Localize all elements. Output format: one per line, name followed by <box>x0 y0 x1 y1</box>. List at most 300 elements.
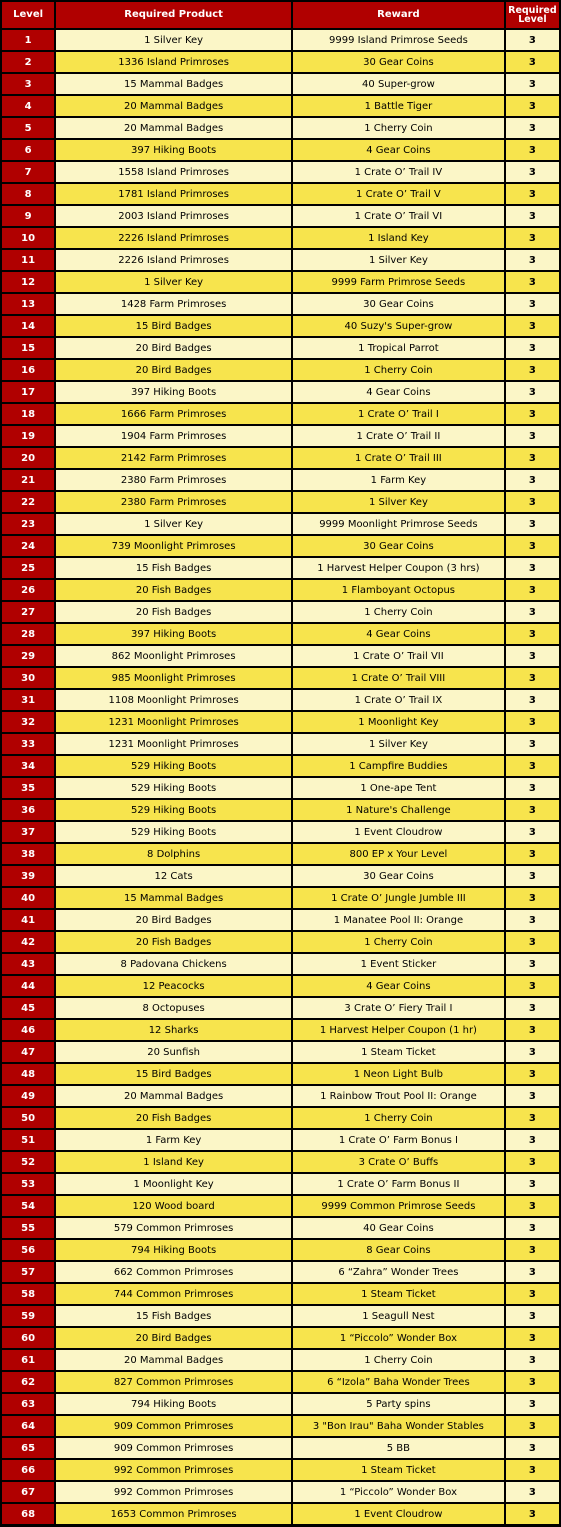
table-row <box>2 998 559 1018</box>
header-row <box>2 2 559 28</box>
table-row <box>2 140 559 160</box>
required-level-cell: 3 <box>506 888 559 908</box>
table-row <box>2 690 559 710</box>
table-row <box>2 404 559 424</box>
level-cell: 66 <box>2 1460 54 1480</box>
required-level-cell: 3 <box>506 184 559 204</box>
reward-cell: 1 Silver Key <box>293 734 504 754</box>
required-product-cell: 529 Hiking Boots <box>56 800 291 820</box>
reward-cell: 1 Harvest Helper Coupon (3 hrs) <box>293 558 504 578</box>
reward-cell: 30 Gear Coins <box>293 536 504 556</box>
table-row <box>2 602 559 622</box>
table-row <box>2 1350 559 1370</box>
required-level-cell: 3 <box>506 1416 559 1436</box>
required-level-cell: 3 <box>506 1284 559 1304</box>
required-product-cell: 2380 Farm Primroses <box>56 492 291 512</box>
required-level-cell: 3 <box>506 316 559 336</box>
required-product-cell: 794 Hiking Boots <box>56 1394 291 1414</box>
required-product-cell: 1 Silver Key <box>56 30 291 50</box>
reward-cell: 3 Crate O’ Fiery Trail I <box>293 998 504 1018</box>
level-cell: 13 <box>2 294 54 314</box>
required-level-cell: 3 <box>506 668 559 688</box>
required-level-cell: 3 <box>506 1350 559 1370</box>
reward-cell: 1 Cherry Coin <box>293 602 504 622</box>
required-product-cell: 579 Common Primroses <box>56 1218 291 1238</box>
required-product-cell: 2380 Farm Primroses <box>56 470 291 490</box>
level-cell: 49 <box>2 1086 54 1106</box>
level-cell: 26 <box>2 580 54 600</box>
reward-cell: 9999 Farm Primrose Seeds <box>293 272 504 292</box>
required-product-cell: 397 Hiking Boots <box>56 624 291 644</box>
required-product-cell: 120 Wood board <box>56 1196 291 1216</box>
level-cell: 33 <box>2 734 54 754</box>
level-cell: 36 <box>2 800 54 820</box>
reward-cell: 1 Seagull Nest <box>293 1306 504 1326</box>
reward-cell: 1 Crate O’ Trail I <box>293 404 504 424</box>
table-row <box>2 184 559 204</box>
table-row <box>2 536 559 556</box>
reward-cell: 6 “Zahra” Wonder Trees <box>293 1262 504 1282</box>
table-row <box>2 1042 559 1062</box>
table-row <box>2 514 559 534</box>
required-level-cell: 3 <box>506 228 559 248</box>
required-level-cell: 3 <box>506 822 559 842</box>
table-row <box>2 800 559 820</box>
reward-cell: 1 Island Key <box>293 228 504 248</box>
required-level-cell: 3 <box>506 800 559 820</box>
required-level-cell: 3 <box>506 646 559 666</box>
level-cell: 12 <box>2 272 54 292</box>
required-level-cell: 3 <box>506 1086 559 1106</box>
level-cell: 64 <box>2 1416 54 1436</box>
table-row <box>2 1064 559 1084</box>
level-cell: 57 <box>2 1262 54 1282</box>
reward-cell: 40 Suzy's Super-grow <box>293 316 504 336</box>
required-level-cell: 3 <box>506 404 559 424</box>
required-product-cell: 20 Sunfish <box>56 1042 291 1062</box>
required-level-cell: 3 <box>506 1108 559 1128</box>
level-cell: 42 <box>2 932 54 952</box>
level-cell: 48 <box>2 1064 54 1084</box>
table-row <box>2 426 559 446</box>
reward-cell: 1 Steam Ticket <box>293 1042 504 1062</box>
required-level-cell: 3 <box>506 162 559 182</box>
reward-cell: 1 Manatee Pool II: Orange <box>293 910 504 930</box>
level-cell: 21 <box>2 470 54 490</box>
required-product-cell: 1558 Island Primroses <box>56 162 291 182</box>
required-product-cell: 12 Cats <box>56 866 291 886</box>
required-product-cell: 20 Mammal Badges <box>56 1350 291 1370</box>
level-cell: 30 <box>2 668 54 688</box>
level-cell: 9 <box>2 206 54 226</box>
required-product-cell: 15 Bird Badges <box>56 1064 291 1084</box>
table-row <box>2 558 559 578</box>
reward-cell: 1 Event Cloudrow <box>293 822 504 842</box>
level-cell: 55 <box>2 1218 54 1238</box>
level-cell: 1 <box>2 30 54 50</box>
reward-cell: 30 Gear Coins <box>293 866 504 886</box>
level-cell: 46 <box>2 1020 54 1040</box>
reward-cell: 5 BB <box>293 1438 504 1458</box>
required-product-cell: 20 Fish Badges <box>56 932 291 952</box>
required-product-cell: 12 Peacocks <box>56 976 291 996</box>
header-required-product: Required Product <box>56 2 291 28</box>
required-product-cell: 739 Moonlight Primroses <box>56 536 291 556</box>
required-product-cell: 20 Fish Badges <box>56 580 291 600</box>
reward-cell: 1 Crate O’ Farm Bonus I <box>293 1130 504 1150</box>
table-row <box>2 250 559 270</box>
required-product-cell: 1 Moonlight Key <box>56 1174 291 1194</box>
required-level-cell: 3 <box>506 1196 559 1216</box>
required-level-cell: 3 <box>506 1152 559 1172</box>
required-product-cell: 1336 Island Primroses <box>56 52 291 72</box>
table-row <box>2 1306 559 1326</box>
level-cell: 31 <box>2 690 54 710</box>
reward-cell: 4 Gear Coins <box>293 976 504 996</box>
required-product-cell: 12 Sharks <box>56 1020 291 1040</box>
level-cell: 24 <box>2 536 54 556</box>
required-level-cell: 3 <box>506 338 559 358</box>
required-level-cell: 3 <box>506 976 559 996</box>
level-cell: 16 <box>2 360 54 380</box>
level-cell: 40 <box>2 888 54 908</box>
table-row <box>2 1240 559 1260</box>
level-cell: 60 <box>2 1328 54 1348</box>
required-level-cell: 3 <box>506 1372 559 1392</box>
required-product-cell: 1 Silver Key <box>56 514 291 534</box>
required-product-cell: 20 Bird Badges <box>56 360 291 380</box>
table-row <box>2 778 559 798</box>
table-row <box>2 954 559 974</box>
required-level-cell: 3 <box>506 30 559 50</box>
table-row <box>2 206 559 226</box>
level-cell: 5 <box>2 118 54 138</box>
table-row <box>2 1504 559 1524</box>
required-product-cell: 1231 Moonlight Primroses <box>56 734 291 754</box>
table-row <box>2 910 559 930</box>
required-product-cell: 2226 Island Primroses <box>56 250 291 270</box>
table-row <box>2 74 559 94</box>
table-row <box>2 1108 559 1128</box>
required-product-cell: 744 Common Primroses <box>56 1284 291 1304</box>
reward-cell: 1 Cherry Coin <box>293 118 504 138</box>
reward-cell: 1 Crate O’ Trail VII <box>293 646 504 666</box>
reward-cell: 1 Event Sticker <box>293 954 504 974</box>
required-level-cell: 3 <box>506 910 559 930</box>
required-product-cell: 992 Common Primroses <box>56 1482 291 1502</box>
reward-cell: 1 One-ape Tent <box>293 778 504 798</box>
reward-cell: 9999 Moonlight Primrose Seeds <box>293 514 504 534</box>
reward-cell: 40 Gear Coins <box>293 1218 504 1238</box>
required-product-cell: 2142 Farm Primroses <box>56 448 291 468</box>
required-level-cell: 3 <box>506 602 559 622</box>
table-row <box>2 30 559 50</box>
required-level-cell: 3 <box>506 118 559 138</box>
level-cell: 19 <box>2 426 54 446</box>
required-product-cell: 1231 Moonlight Primroses <box>56 712 291 732</box>
reward-cell: 1 Crate O’ Trail IV <box>293 162 504 182</box>
level-cell: 58 <box>2 1284 54 1304</box>
level-cell: 39 <box>2 866 54 886</box>
reward-cell: 1 Nature's Challenge <box>293 800 504 820</box>
reward-cell: 1 Tropical Parrot <box>293 338 504 358</box>
reward-cell: 1 Steam Ticket <box>293 1460 504 1480</box>
reward-cell: 1 Crate O’ Jungle Jumble III <box>293 888 504 908</box>
required-level-cell: 3 <box>506 536 559 556</box>
table-row <box>2 338 559 358</box>
required-product-cell: 1 Silver Key <box>56 272 291 292</box>
required-product-cell: 992 Common Primroses <box>56 1460 291 1480</box>
table-row <box>2 624 559 644</box>
level-cell: 15 <box>2 338 54 358</box>
required-level-cell: 3 <box>506 1020 559 1040</box>
required-level-cell: 3 <box>506 514 559 534</box>
required-product-cell: 397 Hiking Boots <box>56 382 291 402</box>
required-product-cell: 1108 Moonlight Primroses <box>56 690 291 710</box>
required-level-cell: 3 <box>506 866 559 886</box>
required-level-cell: 3 <box>506 448 559 468</box>
reward-cell: 1 Flamboyant Octopus <box>293 580 504 600</box>
reward-cell: 1 Cherry Coin <box>293 1108 504 1128</box>
required-level-cell: 3 <box>506 1394 559 1414</box>
level-cell: 44 <box>2 976 54 996</box>
reward-cell: 1 Crate O’ Trail VIII <box>293 668 504 688</box>
required-level-cell: 3 <box>506 140 559 160</box>
table-row <box>2 1438 559 1458</box>
required-level-cell: 3 <box>506 1328 559 1348</box>
required-product-cell: 8 Padovana Chickens <box>56 954 291 974</box>
table-row <box>2 272 559 292</box>
required-product-cell: 397 Hiking Boots <box>56 140 291 160</box>
table-row <box>2 360 559 380</box>
level-cell: 32 <box>2 712 54 732</box>
required-level-cell: 3 <box>506 426 559 446</box>
level-cell: 62 <box>2 1372 54 1392</box>
level-cell: 68 <box>2 1504 54 1524</box>
level-cell: 6 <box>2 140 54 160</box>
level-cell: 45 <box>2 998 54 1018</box>
table-row <box>2 712 559 732</box>
table-row <box>2 1394 559 1414</box>
level-cell: 53 <box>2 1174 54 1194</box>
required-product-cell: 8 Dolphins <box>56 844 291 864</box>
table-row <box>2 228 559 248</box>
required-level-cell: 3 <box>506 580 559 600</box>
required-product-cell: 20 Bird Badges <box>56 910 291 930</box>
reward-cell: 1 Battle Tiger <box>293 96 504 116</box>
level-cell: 37 <box>2 822 54 842</box>
required-level-cell: 3 <box>506 382 559 402</box>
required-level-cell: 3 <box>506 1130 559 1150</box>
level-cell: 54 <box>2 1196 54 1216</box>
required-product-cell: 20 Bird Badges <box>56 1328 291 1348</box>
table-row <box>2 756 559 776</box>
level-cell: 52 <box>2 1152 54 1172</box>
table-row <box>2 1152 559 1172</box>
required-level-cell: 3 <box>506 844 559 864</box>
required-product-cell: 1 Farm Key <box>56 1130 291 1150</box>
table-row <box>2 580 559 600</box>
required-level-cell: 3 <box>506 1306 559 1326</box>
level-cell: 67 <box>2 1482 54 1502</box>
level-cell: 2 <box>2 52 54 72</box>
level-cell: 18 <box>2 404 54 424</box>
reward-cell: 5 Party spins <box>293 1394 504 1414</box>
reward-cell: 1 Harvest Helper Coupon (1 hr) <box>293 1020 504 1040</box>
required-level-cell: 3 <box>506 206 559 226</box>
reward-cell: 8 Gear Coins <box>293 1240 504 1260</box>
required-level-cell: 3 <box>506 1174 559 1194</box>
reward-cell: 1 “Piccolo” Wonder Box <box>293 1328 504 1348</box>
reward-cell: 1 Crate O’ Trail IX <box>293 690 504 710</box>
required-product-cell: 15 Fish Badges <box>56 558 291 578</box>
required-product-cell: 8 Octopuses <box>56 998 291 1018</box>
required-product-cell: 15 Mammal Badges <box>56 888 291 908</box>
level-cell: 43 <box>2 954 54 974</box>
required-product-cell: 20 Mammal Badges <box>56 118 291 138</box>
required-level-cell: 3 <box>506 778 559 798</box>
level-cell: 29 <box>2 646 54 666</box>
level-cell: 35 <box>2 778 54 798</box>
table-row <box>2 1284 559 1304</box>
required-level-cell: 3 <box>506 932 559 952</box>
required-level-cell: 3 <box>506 1504 559 1524</box>
table-row <box>2 1482 559 1502</box>
required-product-cell: 1 Island Key <box>56 1152 291 1172</box>
table-body <box>2 30 559 1524</box>
required-level-cell: 3 <box>506 1218 559 1238</box>
required-level-cell: 3 <box>506 624 559 644</box>
required-product-cell: 2003 Island Primroses <box>56 206 291 226</box>
table-row <box>2 1262 559 1282</box>
level-cell: 59 <box>2 1306 54 1326</box>
required-level-cell: 3 <box>506 1064 559 1084</box>
table-row <box>2 1196 559 1216</box>
table-row <box>2 844 559 864</box>
table-row <box>2 448 559 468</box>
required-level-cell: 3 <box>506 1262 559 1282</box>
required-product-cell: 529 Hiking Boots <box>56 778 291 798</box>
table-row <box>2 1460 559 1480</box>
required-level-cell: 3 <box>506 272 559 292</box>
table-row <box>2 1416 559 1436</box>
required-product-cell: 1781 Island Primroses <box>56 184 291 204</box>
required-product-cell: 2226 Island Primroses <box>56 228 291 248</box>
table-row <box>2 1020 559 1040</box>
level-cell: 63 <box>2 1394 54 1414</box>
level-cell: 11 <box>2 250 54 270</box>
reward-cell: 4 Gear Coins <box>293 140 504 160</box>
level-cell: 61 <box>2 1350 54 1370</box>
reward-cell: 9999 Island Primrose Seeds <box>293 30 504 50</box>
reward-cell: 1 Crate O’ Farm Bonus II <box>293 1174 504 1194</box>
reward-cell: 1 Event Cloudrow <box>293 1504 504 1524</box>
table-row <box>2 1086 559 1106</box>
required-level-cell: 3 <box>506 250 559 270</box>
reward-cell: 4 Gear Coins <box>293 382 504 402</box>
required-product-cell: 1428 Farm Primroses <box>56 294 291 314</box>
table-row <box>2 162 559 182</box>
reward-cell: 1 Moonlight Key <box>293 712 504 732</box>
required-product-cell: 985 Moonlight Primroses <box>56 668 291 688</box>
reward-cell: 6 “Izola” Baha Wonder Trees <box>293 1372 504 1392</box>
required-level-cell: 3 <box>506 954 559 974</box>
level-cell: 25 <box>2 558 54 578</box>
level-cell: 41 <box>2 910 54 930</box>
required-level-cell: 3 <box>506 294 559 314</box>
table-row <box>2 470 559 490</box>
required-product-cell: 20 Fish Badges <box>56 1108 291 1128</box>
required-product-cell: 15 Fish Badges <box>56 1306 291 1326</box>
level-cell: 50 <box>2 1108 54 1128</box>
level-cell: 47 <box>2 1042 54 1062</box>
required-level-cell: 3 <box>506 558 559 578</box>
required-product-cell: 1653 Common Primroses <box>56 1504 291 1524</box>
table-row <box>2 976 559 996</box>
required-product-cell: 20 Fish Badges <box>56 602 291 622</box>
reward-cell: 1 Campfire Buddies <box>293 756 504 776</box>
required-level-cell: 3 <box>506 998 559 1018</box>
reward-cell: 3 "Bon Irau" Baha Wonder Stables <box>293 1416 504 1436</box>
required-level-cell: 3 <box>506 74 559 94</box>
required-level-cell: 3 <box>506 360 559 380</box>
reward-cell: 1 Cherry Coin <box>293 1350 504 1370</box>
header-required-level: Required Level <box>506 2 559 28</box>
table-row <box>2 1130 559 1150</box>
reward-cell: 1 Crate O’ Trail II <box>293 426 504 446</box>
required-level-cell: 3 <box>506 734 559 754</box>
table-row <box>2 294 559 314</box>
reward-cell: 1 Cherry Coin <box>293 932 504 952</box>
table-row <box>2 822 559 842</box>
level-cell: 7 <box>2 162 54 182</box>
level-cell: 14 <box>2 316 54 336</box>
required-level-cell: 3 <box>506 52 559 72</box>
reward-cell: 1 Cherry Coin <box>293 360 504 380</box>
table-row <box>2 932 559 952</box>
reward-cell: 9999 Common Primrose Seeds <box>293 1196 504 1216</box>
header-level: Level <box>2 2 54 28</box>
table-row <box>2 888 559 908</box>
reward-cell: 1 Silver Key <box>293 492 504 512</box>
required-product-cell: 529 Hiking Boots <box>56 756 291 776</box>
reward-cell: 40 Super-grow <box>293 74 504 94</box>
level-cell: 8 <box>2 184 54 204</box>
level-cell: 4 <box>2 96 54 116</box>
reward-cell: 30 Gear Coins <box>293 52 504 72</box>
required-level-cell: 3 <box>506 1042 559 1062</box>
reward-cell: 800 EP x Your Level <box>293 844 504 864</box>
reward-cell: 4 Gear Coins <box>293 624 504 644</box>
required-level-cell: 3 <box>506 1460 559 1480</box>
table-row <box>2 1174 559 1194</box>
reward-cell: 30 Gear Coins <box>293 294 504 314</box>
table-row <box>2 492 559 512</box>
level-cell: 28 <box>2 624 54 644</box>
reward-cell: 3 Crate O’ Buffs <box>293 1152 504 1172</box>
required-product-cell: 20 Bird Badges <box>56 338 291 358</box>
level-cell: 22 <box>2 492 54 512</box>
table-row <box>2 1328 559 1348</box>
required-level-cell: 3 <box>506 96 559 116</box>
table-row <box>2 646 559 666</box>
required-product-cell: 662 Common Primroses <box>56 1262 291 1282</box>
required-product-cell: 20 Mammal Badges <box>56 1086 291 1106</box>
level-cell: 34 <box>2 756 54 776</box>
level-cell: 27 <box>2 602 54 622</box>
reward-cell: 1 Steam Ticket <box>293 1284 504 1304</box>
reward-cell: 1 Neon Light Bulb <box>293 1064 504 1084</box>
